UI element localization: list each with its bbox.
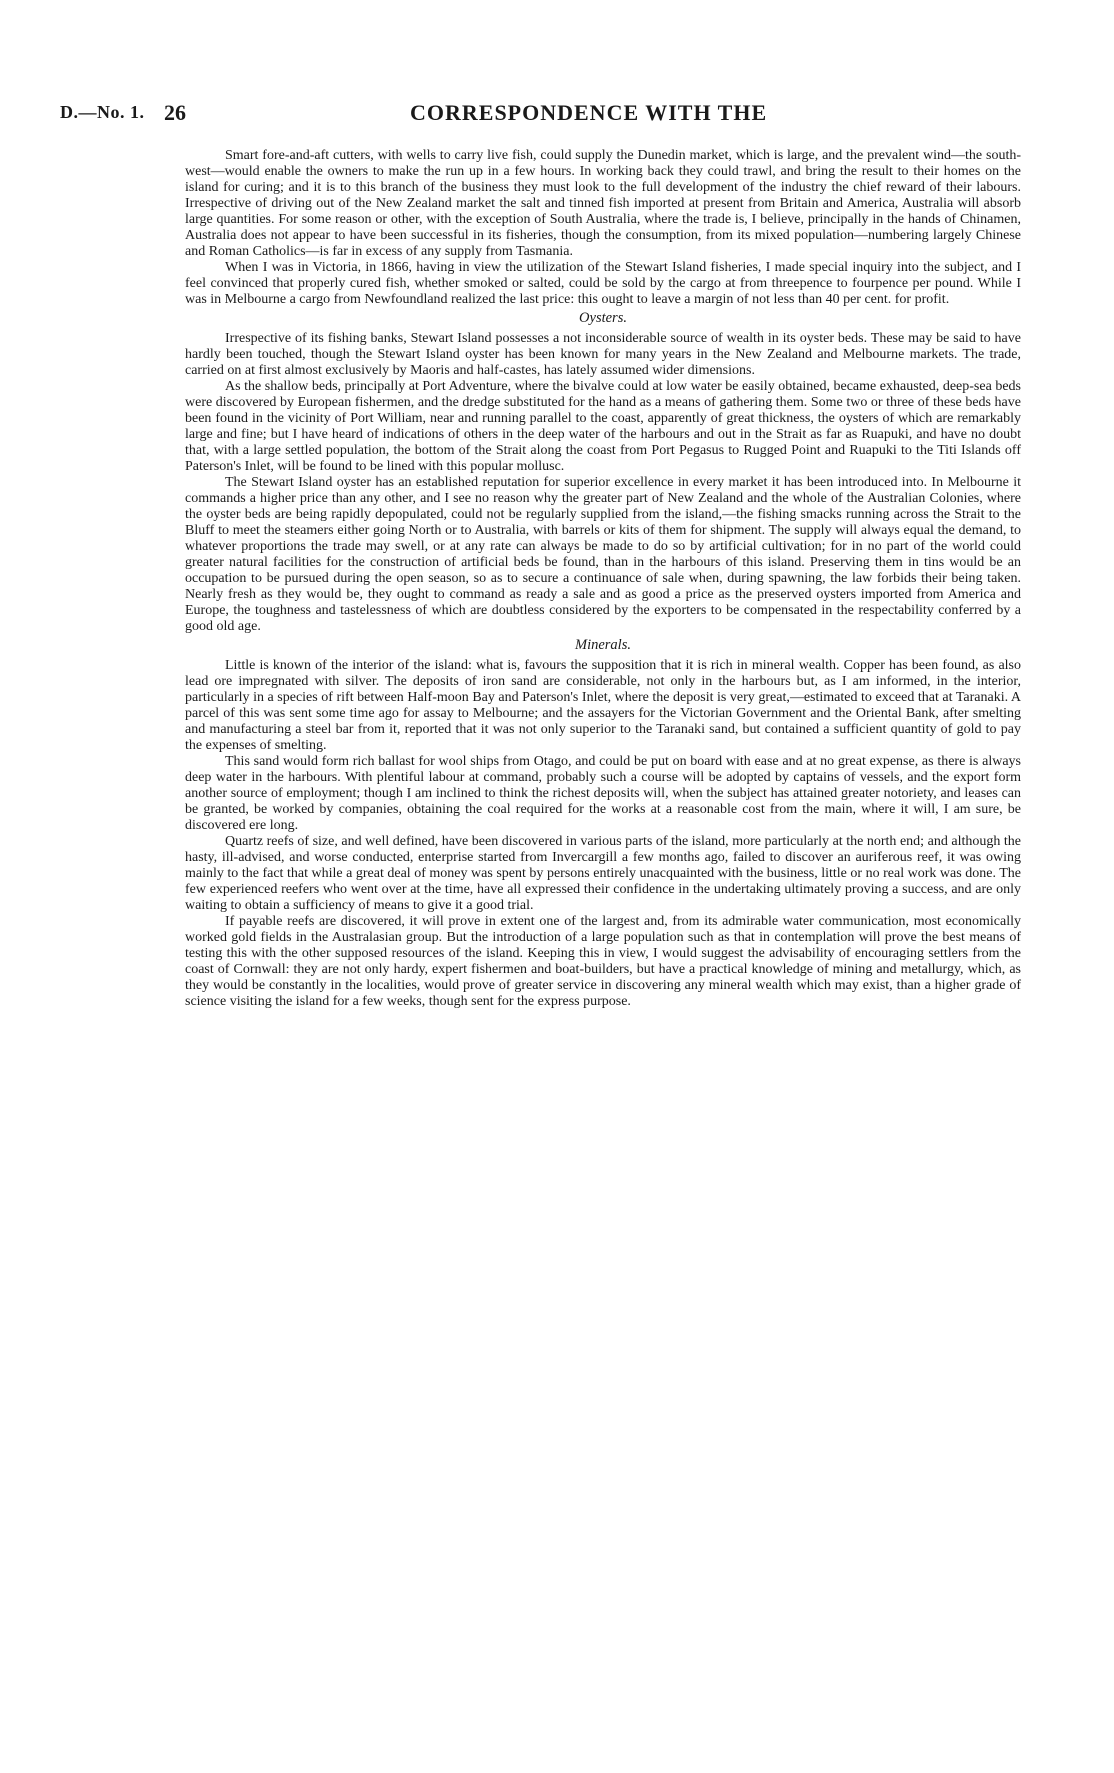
page-header (60, 100, 820, 130)
section-heading-minerals: Minerals. (575, 637, 631, 653)
paragraph: Quartz reefs of size, and well defined, have been discovered in various parts of the island, more particularly at the north end; and although the hasty, ill-advised, and worse conducted, enterprise started from Invercargill a few months ago, failed to discover an auriferous reef, it was owing mainly to the fact that while a great deal of money was spent by persons entirely unacquainted with the business, little or no real work was done. The few experienced reefers who went over at the time, have all expressed their confidence in the undertaking ultimately proving a success, and are only waiting to obtain a sufficiency of means to give it a good trial. (185, 834, 1021, 913)
section-heading-oysters: Oysters. (579, 310, 627, 326)
paragraph: This sand would form rich ballast for wool ships from Otago, and could be put on board with ease and at no great expense, as there is always deep water in the harbours. With plentiful labour at command, probably such a course will be adopted by captains of vessels, and the export form another source of employment; though I am inclined to think the richest deposits will, when the subject has attained greater notoriety, and leases can be granted, be worked by companies, obtaining the coal required for the works at a reasonable cost from the main, where it will, I am sure, be discovered ere long. (185, 754, 1021, 833)
paragraph: Little is known of the interior of the island: what is, favours the supposition that it is rich in mineral wealth. Copper has been found, as also lead ore impregnated with silver. The deposits of iron sand are considerable, not only in the harbours but, as I am informed, in the interior, particularly in a species of rift between Half-moon Bay and Paterson's Inlet, where the deposit is very great,—estimated to exceed that at Taranaki. A parcel of this was sent some time ago for assay to Melbourne; and the assayers for the Victorian Government and the Oriental Bank, after smelting and manufacturing a steel bar from it, reported that it was not only superior to the Taranaki sand, but contained a sufficient quantity of gold to pay the expenses of smelting. (185, 658, 1021, 753)
paragraph: Irrespective of its fishing banks, Stewart Island possesses a not inconsiderable source of wealth in its oyster beds. These may be said to have hardly been touched, though the Stewart Island oyster has been known for many years in the New Zealand and Melbourne markets. The trade, carried on at first almost exclusively by Maoris and half-castes, has lately assumed wider dimensions. (185, 331, 1021, 378)
paragraph: As the shallow beds, principally at Port Adventure, where the bivalve could at low water be easily obtained, became exhausted, deep-sea beds were discovered by European fishermen, and the dredge substituted for the hand as a means of gathering them. Some two or three of these beds have been found in the vicinity of Port William, near and running parallel to the coast, apparently of great thickness, the oysters of which are remarkably large and fine; but I have heard of indications of others in the deep water of the harbours and out in the Strait as far as Ruapuki, and have no doubt that, with a large settled population, the bottom of the Strait along the coast from Port Pegasus to Rugged Point and Ruapuki to the Titi Islands off Paterson's Inlet, will be found to be lined with this popular mollusc. (185, 379, 1021, 474)
paragraph: When I was in Victoria, in 1866, having in view the utilization of the Stewart Island fisheries, I made special inquiry into the subject, and I feel convinced that properly cured fish, whether smoked or salted, could be sold by the cargo at from threepence to fourpence per pound. While I was in Melbourne a cargo from Newfoundland realized the last price: this ought to leave a margin of not less than 40 per cent. for profit. (185, 260, 1021, 307)
paragraph: If payable reefs are discovered, it will prove in extent one of the largest and, from its admirable water communication, most economically worked gold fields in the Australasian group. But the introduction of a large population such as that in contemplation will prove the best means of testing this with the other supposed resources of the island. Keeping this in view, I would suggest the advisability of encouraging settlers from the coast of Cornwall: they are not only hardy, expert fishermen and boat-builders, but have a practical knowledge of mining and metallurgy, which, as they would be constantly in the localities, would prove of greater service in discovering any mineral wealth which may exist, than a higher grade of science visiting the island for a few weeks, though sent for the express purpose. (185, 914, 1021, 1009)
page-number: 26 (164, 100, 186, 125)
paragraph: The Stewart Island oyster has an established reputation for superior excellence in every market it has been introduced into. In Melbourne it commands a higher price than any other, and I see no reason why the greater part of New Zealand and the whole of the Australian Colonies, where the oyster beds are being rapidly depopulated, could not be regularly supplied from the island,—the fishing smacks running across the Strait to the Bluff to meet the steamers either going North or to Australia, with barrels or kits of them for shipment. The supply will always equal the demand, to whatever proportions the trade may swell, or at any rate can always be made to do so by artificial cultivation; for in no part of the world could greater natural facilities for the construction of artificial beds be found, than in the harbours of this island. Preserving them in tins would be an occupation to be pursued during the open season, so as to secure a continuance of sale when, during spawning, the law forbids their being taken. Nearly fresh as they would be, they ought to command as ready a sale and as good a price as the preserved oysters imported from America and Europe, the toughness and tastelessness of which are doubtless considered by the exporters to be compensated in the respectability conferred by a good old age. (185, 475, 1021, 634)
document-reference: D.—No. 1. (60, 102, 145, 122)
running-title: CORRESPONDENCE WITH THE (410, 100, 768, 125)
body-text (185, 148, 1021, 1010)
paragraph: Smart fore-and-aft cutters, with wells to carry live fish, could supply the Dunedin market, which is large, and the prevalent wind—the south-west—would enable the owners to make the run up in a few hours. In working back they could trawl, and bring the result to their homes on the island for curing; and it is to this branch of the business they must look to the full development of the industry the chief reward of their labours. Irrespective of driving out of the New Zealand market the salt and tinned fish imported at present from Britain and America, Australia will absorb large quantities. For some reason or other, with the exception of South Australia, where the trade is, I believe, principally in the hands of Chinamen, Australia does not appear to have been successful in its fisheries, though the consumption, from its mixed population—numbering largely Chinese and Roman Catholics—is far in excess of any supply from Tasmania. (185, 148, 1021, 259)
